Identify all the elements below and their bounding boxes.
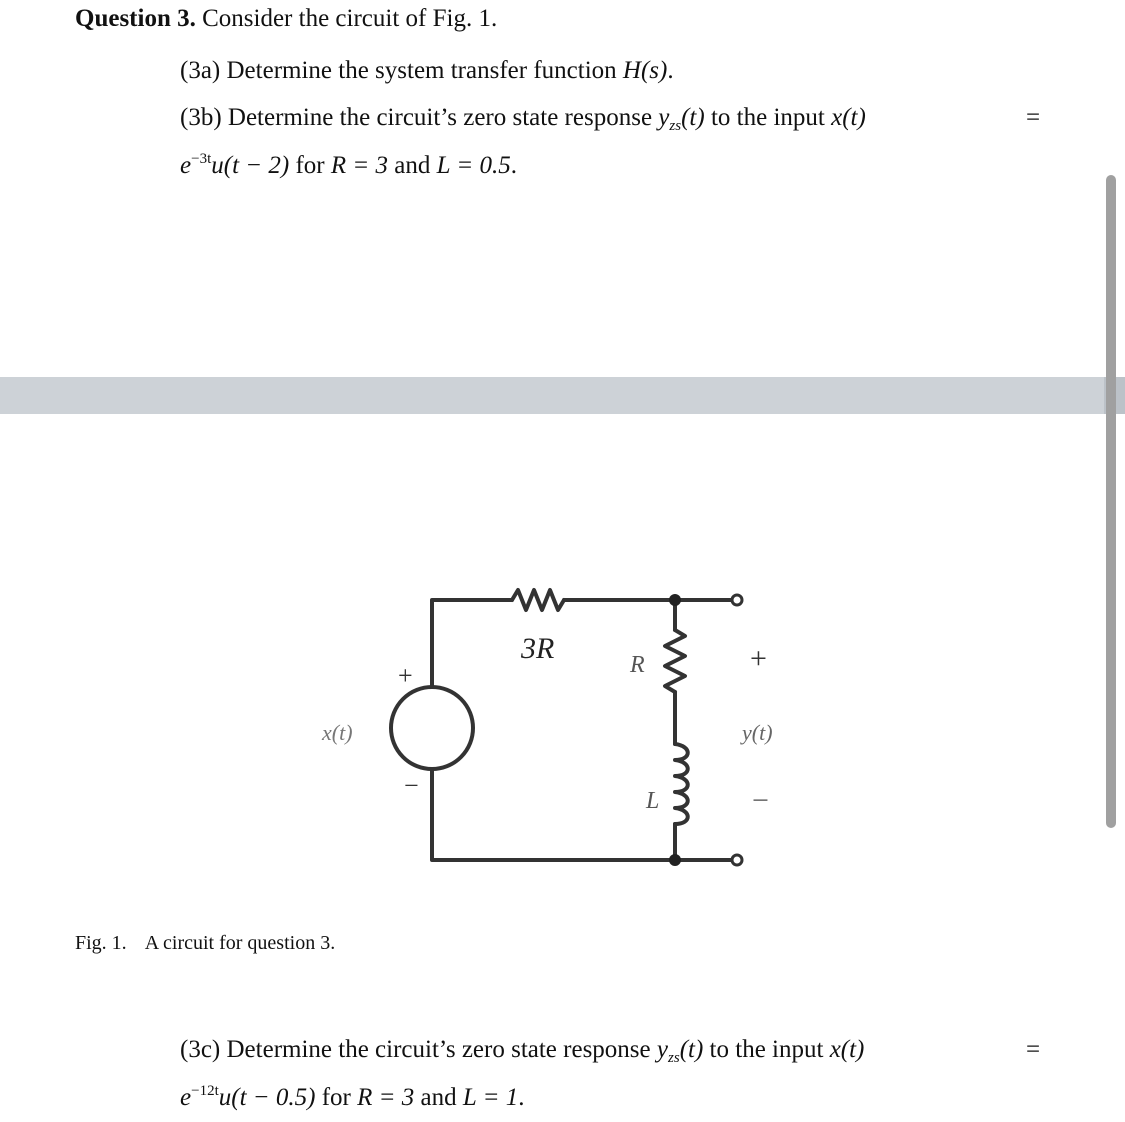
part-c-exp-sup: −12t: [191, 1083, 219, 1099]
label-source: x(t): [322, 720, 353, 745]
part-b-end: .: [510, 152, 517, 179]
node-bottom: [669, 854, 681, 866]
part-b-mid: to the input: [710, 104, 825, 131]
part-a: [180, 56, 674, 86]
part-b-line-2: [180, 151, 517, 181]
part-c-mid: to the input: [709, 1036, 824, 1063]
part-c-y: y: [656, 1036, 668, 1063]
part-c-and: and: [420, 1084, 457, 1111]
part-a-text: (3a) Determine the system transfer function: [180, 57, 617, 84]
part-c-for: for: [321, 1084, 351, 1111]
part-c-line-2: [180, 1083, 524, 1113]
part-b-for: for: [295, 152, 325, 179]
node-top: [669, 594, 681, 606]
page-separator-bar: [0, 377, 1125, 414]
part-c-line-1: [180, 1035, 864, 1065]
part-a-func: H: [622, 57, 641, 84]
part-c-text: (3c) Determine the circuit’s zero state response: [180, 1036, 651, 1063]
part-c-y-sub: zs: [668, 1050, 680, 1066]
part-c-end: .: [518, 1084, 525, 1111]
label-source-minus: −: [404, 771, 419, 800]
part-b-y-arg: (t): [681, 104, 705, 131]
part-b-r: R = 3: [330, 152, 389, 179]
label-r: R: [630, 652, 645, 678]
circuit-diagram: [300, 560, 780, 900]
part-b-text: (3b) Determine the circuit’s zero state response: [180, 104, 653, 131]
part-a-arg: (s): [640, 57, 668, 84]
question-intro: Consider the circuit of Fig. 1.: [202, 5, 498, 32]
part-c-l: L = 1: [462, 1084, 519, 1111]
label-output-minus: −: [752, 784, 769, 817]
part-b-y-sub: zs: [669, 118, 682, 134]
part-c-u: u(t − 0.5): [218, 1084, 316, 1111]
caption-text: A circuit for question 3.: [144, 932, 336, 954]
vertical-scrollbar[interactable]: [1106, 175, 1116, 828]
part-b-and: and: [394, 152, 431, 179]
resistor-r: [665, 630, 685, 692]
part-b-l: L = 0.5: [436, 152, 511, 179]
question-heading-line: [75, 4, 497, 34]
part-b-line-1: [180, 103, 866, 133]
part-c-eq: =: [1026, 1036, 1041, 1063]
part-c-exp-base: e: [180, 1084, 192, 1111]
part-c-r: R = 3: [357, 1084, 415, 1111]
inductor-l: [675, 744, 688, 824]
caption-label: Fig. 1.: [75, 932, 127, 954]
question-heading: Question 3.: [75, 5, 196, 32]
figure-caption: [75, 930, 335, 956]
label-l: L: [646, 788, 660, 814]
part-c-x: x(t): [829, 1036, 865, 1063]
part-c-y-arg: (t): [679, 1036, 704, 1063]
part-b-y: y: [658, 104, 670, 131]
label-source-plus: +: [398, 661, 413, 690]
part-a-end: .: [667, 57, 674, 84]
part-b-u: u(t − 2): [211, 152, 290, 179]
output-terminal-top: [732, 595, 742, 605]
wire-left-top: [432, 600, 512, 687]
part-b-x: x(t): [831, 104, 866, 131]
output-terminal-bottom: [732, 855, 742, 865]
part-b-eq: =: [1026, 104, 1041, 131]
resistor-3r: [512, 590, 564, 610]
label-3r: 3R: [521, 632, 555, 665]
part-b-exp-base: e: [180, 152, 192, 179]
label-output: y(t): [742, 720, 773, 745]
voltage-source-circle: [391, 687, 473, 769]
label-output-plus: +: [750, 642, 767, 675]
part-b-exp-sup: −3t: [191, 151, 212, 167]
